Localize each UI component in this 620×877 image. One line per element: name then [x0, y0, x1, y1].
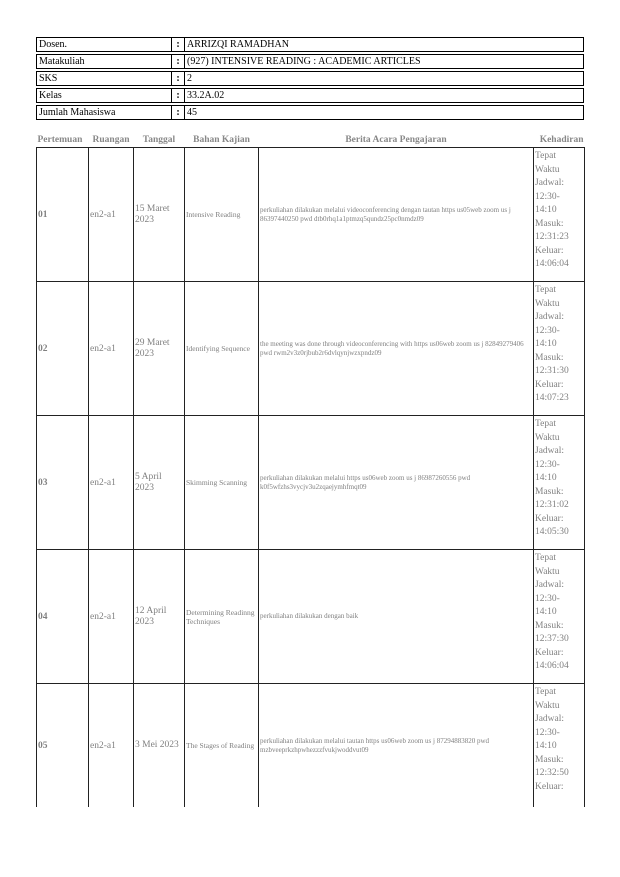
info-separator: :: [172, 106, 185, 120]
info-value-kelas: 33.2A.02: [185, 89, 584, 103]
attendance-line: 14:10: [535, 607, 557, 617]
attendance-line: Jadwal:: [535, 580, 565, 590]
attendance-line: Waktu: [535, 164, 560, 175]
attendance-line: 12:30-: [535, 727, 560, 738]
room: en2-a1: [89, 416, 134, 550]
info-label: SKS: [37, 72, 172, 86]
topic: Skimming Scanning: [185, 416, 259, 550]
header-ruangan: Ruangan: [92, 135, 130, 145]
attendance-line: 14:05:30: [535, 527, 569, 537]
info-value-jumlah-mahasiswa: 45: [185, 106, 584, 120]
table-header-row: [37, 133, 585, 148]
date: 15 Maret 2023: [134, 148, 185, 282]
attendance-line: Tepat: [535, 285, 556, 295]
info-separator: :: [172, 38, 185, 52]
attendance-line: Jadwal:: [535, 178, 565, 188]
teaching-report: perkuliahan dilakukan dengan baik: [259, 550, 534, 684]
attendance-line: Keluar:: [535, 379, 564, 390]
meeting-number: 05: [37, 684, 89, 808]
attendance-line: Jadwal:: [535, 312, 565, 322]
room: en2-a1: [89, 684, 134, 808]
info-label: Kelas: [37, 89, 172, 103]
info-row-sks: [37, 72, 584, 86]
info-separator: :: [172, 55, 185, 69]
attendance-line: Tepat: [535, 553, 556, 563]
attendance-line: 14:10: [535, 741, 557, 751]
attendance-line: Tepat: [535, 687, 556, 697]
info-row-matakuliah: [37, 55, 584, 69]
attendance-line: 12:32:50: [535, 768, 569, 778]
teaching-report: the meeting was done through videoconferencing with https us06web zoom us j 82849279406 pwd rwm2v3z0rjbub2r6dvlqynjwzxpndz09: [259, 282, 534, 416]
attendance-line: 14:06:04: [535, 661, 569, 671]
topic: Determining Readinng Techniques: [185, 550, 259, 684]
attendance-line: 12:30-: [535, 191, 560, 202]
attendance-line: 14:10: [535, 205, 557, 215]
attendance-line: 14:06:04: [535, 259, 569, 269]
attendance-line: 12:31:23: [535, 232, 569, 242]
attendance: [534, 148, 585, 282]
attendance-line: Keluar:: [535, 781, 564, 792]
attendance-line: 14:10: [535, 473, 557, 483]
room: en2-a1: [89, 282, 134, 416]
attendance-line: 14:07:23: [535, 393, 569, 403]
table-row: [37, 148, 585, 282]
teaching-report: perkuliahan dilakukan melalui videoconferencing dengan tautan https us05web zoom us j 86397440250 pwd dtb0rhq1a1ptmzq5qundz25pc0nmdz09: [259, 148, 534, 282]
attendance-line: Waktu: [535, 566, 560, 577]
meeting-number: 03: [37, 416, 89, 550]
meeting-number: 01: [37, 148, 89, 282]
header-berita-acara: Berita Acara Pengajaran: [345, 135, 447, 145]
attendance: [534, 282, 585, 416]
date: 29 Maret 2023: [134, 282, 185, 416]
attendance-line: Keluar:: [535, 647, 564, 658]
course-info-table: [36, 37, 584, 120]
attendance: [534, 550, 585, 684]
info-separator: :: [172, 89, 185, 103]
attendance-line: Jadwal:: [535, 446, 565, 456]
topic: Identifying Sequence: [185, 282, 259, 416]
room: en2-a1: [89, 148, 134, 282]
meeting-number: 02: [37, 282, 89, 416]
header-kehadiran: Kehadiran: [539, 135, 584, 145]
attendance-line: 14:10: [535, 339, 557, 349]
attendance-line: Masuk:: [535, 486, 564, 497]
attendance-line: Tepat: [535, 419, 556, 429]
info-value-dosen: ARRIZQI RAMADHAN: [185, 38, 584, 52]
attendance-line: 12:30-: [535, 593, 560, 604]
info-row-kelas: [37, 89, 584, 103]
teaching-report: perkuliahan dilakukan melalui https us06web zoom us j 86987260556 pwd k0f5wfzhs3vycjv3u2zqaejymhfmqt09: [259, 416, 534, 550]
attendance-line: Masuk:: [535, 218, 564, 229]
attendance-line: Masuk:: [535, 352, 564, 363]
meeting-number: 04: [37, 550, 89, 684]
attendance-line: 12:37:30: [535, 634, 569, 644]
header-pertemuan: Pertemuan: [37, 135, 83, 145]
attendance-line: Waktu: [535, 700, 560, 711]
teaching-report: perkuliahan dilakukan melalui tautan https us06web zoom us j 87294883820 pwd mzbveeprkzhpwhezzzfvukjwoddvut09: [259, 684, 534, 808]
header-bahan-kajian: Bahan Kajian: [193, 135, 250, 145]
attendance-line: 12:31:02: [535, 500, 569, 510]
attendance-line: Jadwal:: [535, 714, 565, 724]
topic: The Stages of Reading: [185, 684, 259, 808]
attendance-line: Masuk:: [535, 754, 564, 765]
attendance-line: Keluar:: [535, 513, 564, 524]
info-row-jumlah-mahasiswa: [37, 106, 584, 120]
attendance-line: Waktu: [535, 432, 560, 443]
attendance: [534, 684, 585, 808]
info-value-matakuliah: (927) INTENSIVE READING : ACADEMIC ARTICLES: [185, 55, 584, 69]
attendance-line: 12:31:30: [535, 366, 569, 376]
header-tanggal: Tanggal: [142, 135, 176, 145]
attendance-line: 12:30-: [535, 459, 560, 470]
table-row: [37, 684, 585, 808]
info-label: Matakuliah: [37, 55, 172, 69]
attendance: [534, 416, 585, 550]
date: 5 April 2023: [134, 416, 185, 550]
info-value-sks: 2: [185, 72, 584, 86]
info-label: Dosen.: [37, 38, 172, 52]
table-row: [37, 550, 585, 684]
teaching-log-table: [36, 133, 585, 807]
info-label: Jumlah Mahasiswa: [37, 106, 172, 120]
attendance-line: Keluar:: [535, 245, 564, 256]
info-separator: :: [172, 72, 185, 86]
attendance-line: Waktu: [535, 298, 560, 309]
date: 12 April 2023: [134, 550, 185, 684]
table-row: [37, 416, 585, 550]
attendance-line: 12:30-: [535, 325, 560, 336]
room: en2-a1: [89, 550, 134, 684]
attendance-line: Masuk:: [535, 620, 564, 631]
date: 3 Mei 2023: [134, 684, 185, 808]
info-row-dosen: [37, 38, 584, 52]
table-row: [37, 282, 585, 416]
topic: Intensive Reading: [185, 148, 259, 282]
attendance-line: Tepat: [535, 151, 556, 161]
